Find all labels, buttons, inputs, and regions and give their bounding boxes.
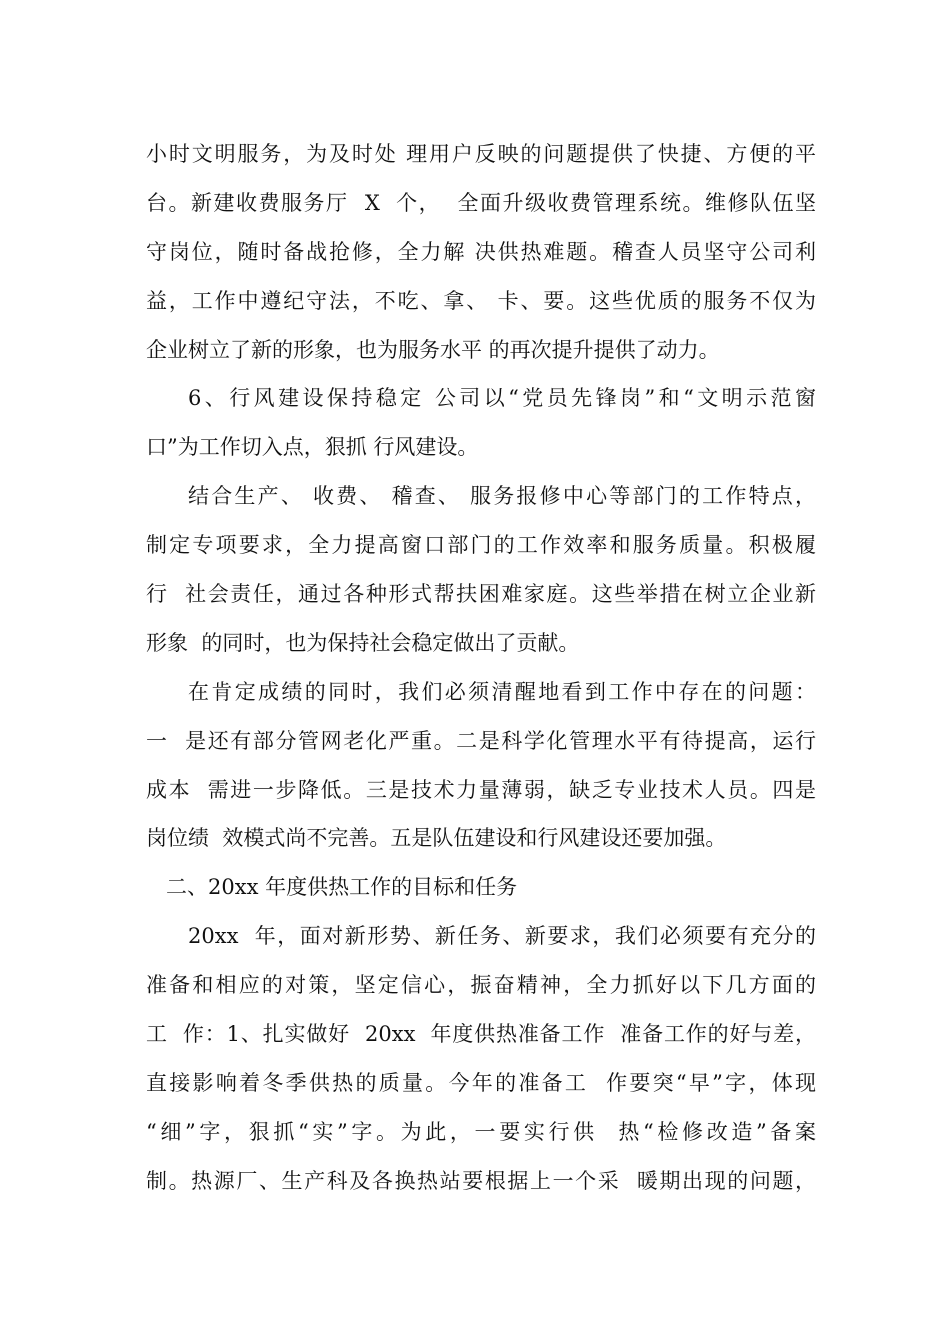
paragraph-line: 小时文明服务，为及时处 理用户反映的问题提供了快捷、方便的平 (146, 142, 816, 166)
paragraph-line: 形象 的同时，也为保持社会稳定做出了贡献。 (146, 630, 580, 655)
paragraph-line: 成本 需进一步降低。三是技术力量薄弱，缺乏专业技术人员。四是 (146, 777, 816, 802)
paragraph-line: 制定专项要求，全力提高窗口部门的工作效率和服务质量。积极履 (146, 533, 816, 558)
paragraph-line: 结合生产、 收费、 稽查、 服务报修中心等部门的工作特点， (188, 484, 816, 509)
paragraph-line: 工 作：1、扎实做好 20xx 年度供热准备工作 准备工作的好与差， (146, 1022, 816, 1047)
paragraph-line: 制。热源厂、生产科及各换热站要根据上一个采 暖期出现的问题， (146, 1168, 816, 1193)
paragraph-line: 6、行风建设保持稳定 公司以“党员先锋岗”和“文明示范窗 (188, 386, 816, 411)
paragraph-line: 行 社会责任，通过各种形式帮扶困难家庭。这些举措在树立企业新 (146, 582, 816, 607)
paragraph-line: 企业树立了新的形象，也为服务水平 的再次提升提供了动力。 (146, 337, 720, 362)
paragraph-line: 准备和相应的对策，坚定信心，振奋精神，全力抓好以下几方面的 (146, 973, 816, 998)
paragraph-line: 岗位绩 效模式尚不完善。五是队伍建设和行风建设还要加强。 (146, 826, 727, 851)
paragraph-line: 20xx 年，面对新形势、新任务、新要求，我们必须要有充分的 (188, 924, 816, 949)
paragraph-line: 一 是还有部分管网老化严重。二是科学化管理水平有待提高，运行 (146, 728, 816, 753)
paragraph-line: 直接影响着冬季供热的质量。今年的准备工 作要突“早”字，体现 (146, 1070, 816, 1095)
paragraph-line: 台。新建收费服务厅 X 个， 全面升级收费管理系统。维修队伍坚 (146, 190, 816, 215)
paragraph-line: 益，工作中遵纪守法，不吃、拿、 卡、要。这些优质的服务不仅为 (146, 288, 816, 313)
paragraph-line: 在肯定成绩的同时，我们必须清醒地看到工作中存在的问题： (188, 679, 816, 704)
paragraph-line: “细”字，狠抓“实”字。为此，一要实行供 热“检修改造”备案 (146, 1119, 816, 1144)
paragraph-line: 守岗位，随时备战抢修，全力解 决供热难题。稽查人员坚守公司利 (146, 239, 816, 264)
paragraph-line: 口”为工作切入点，狠抓 行风建设。 (146, 435, 479, 460)
document-body (146, 130, 816, 1206)
section-heading: 二、20xx 年度供热工作的目标和任务 (166, 875, 518, 900)
